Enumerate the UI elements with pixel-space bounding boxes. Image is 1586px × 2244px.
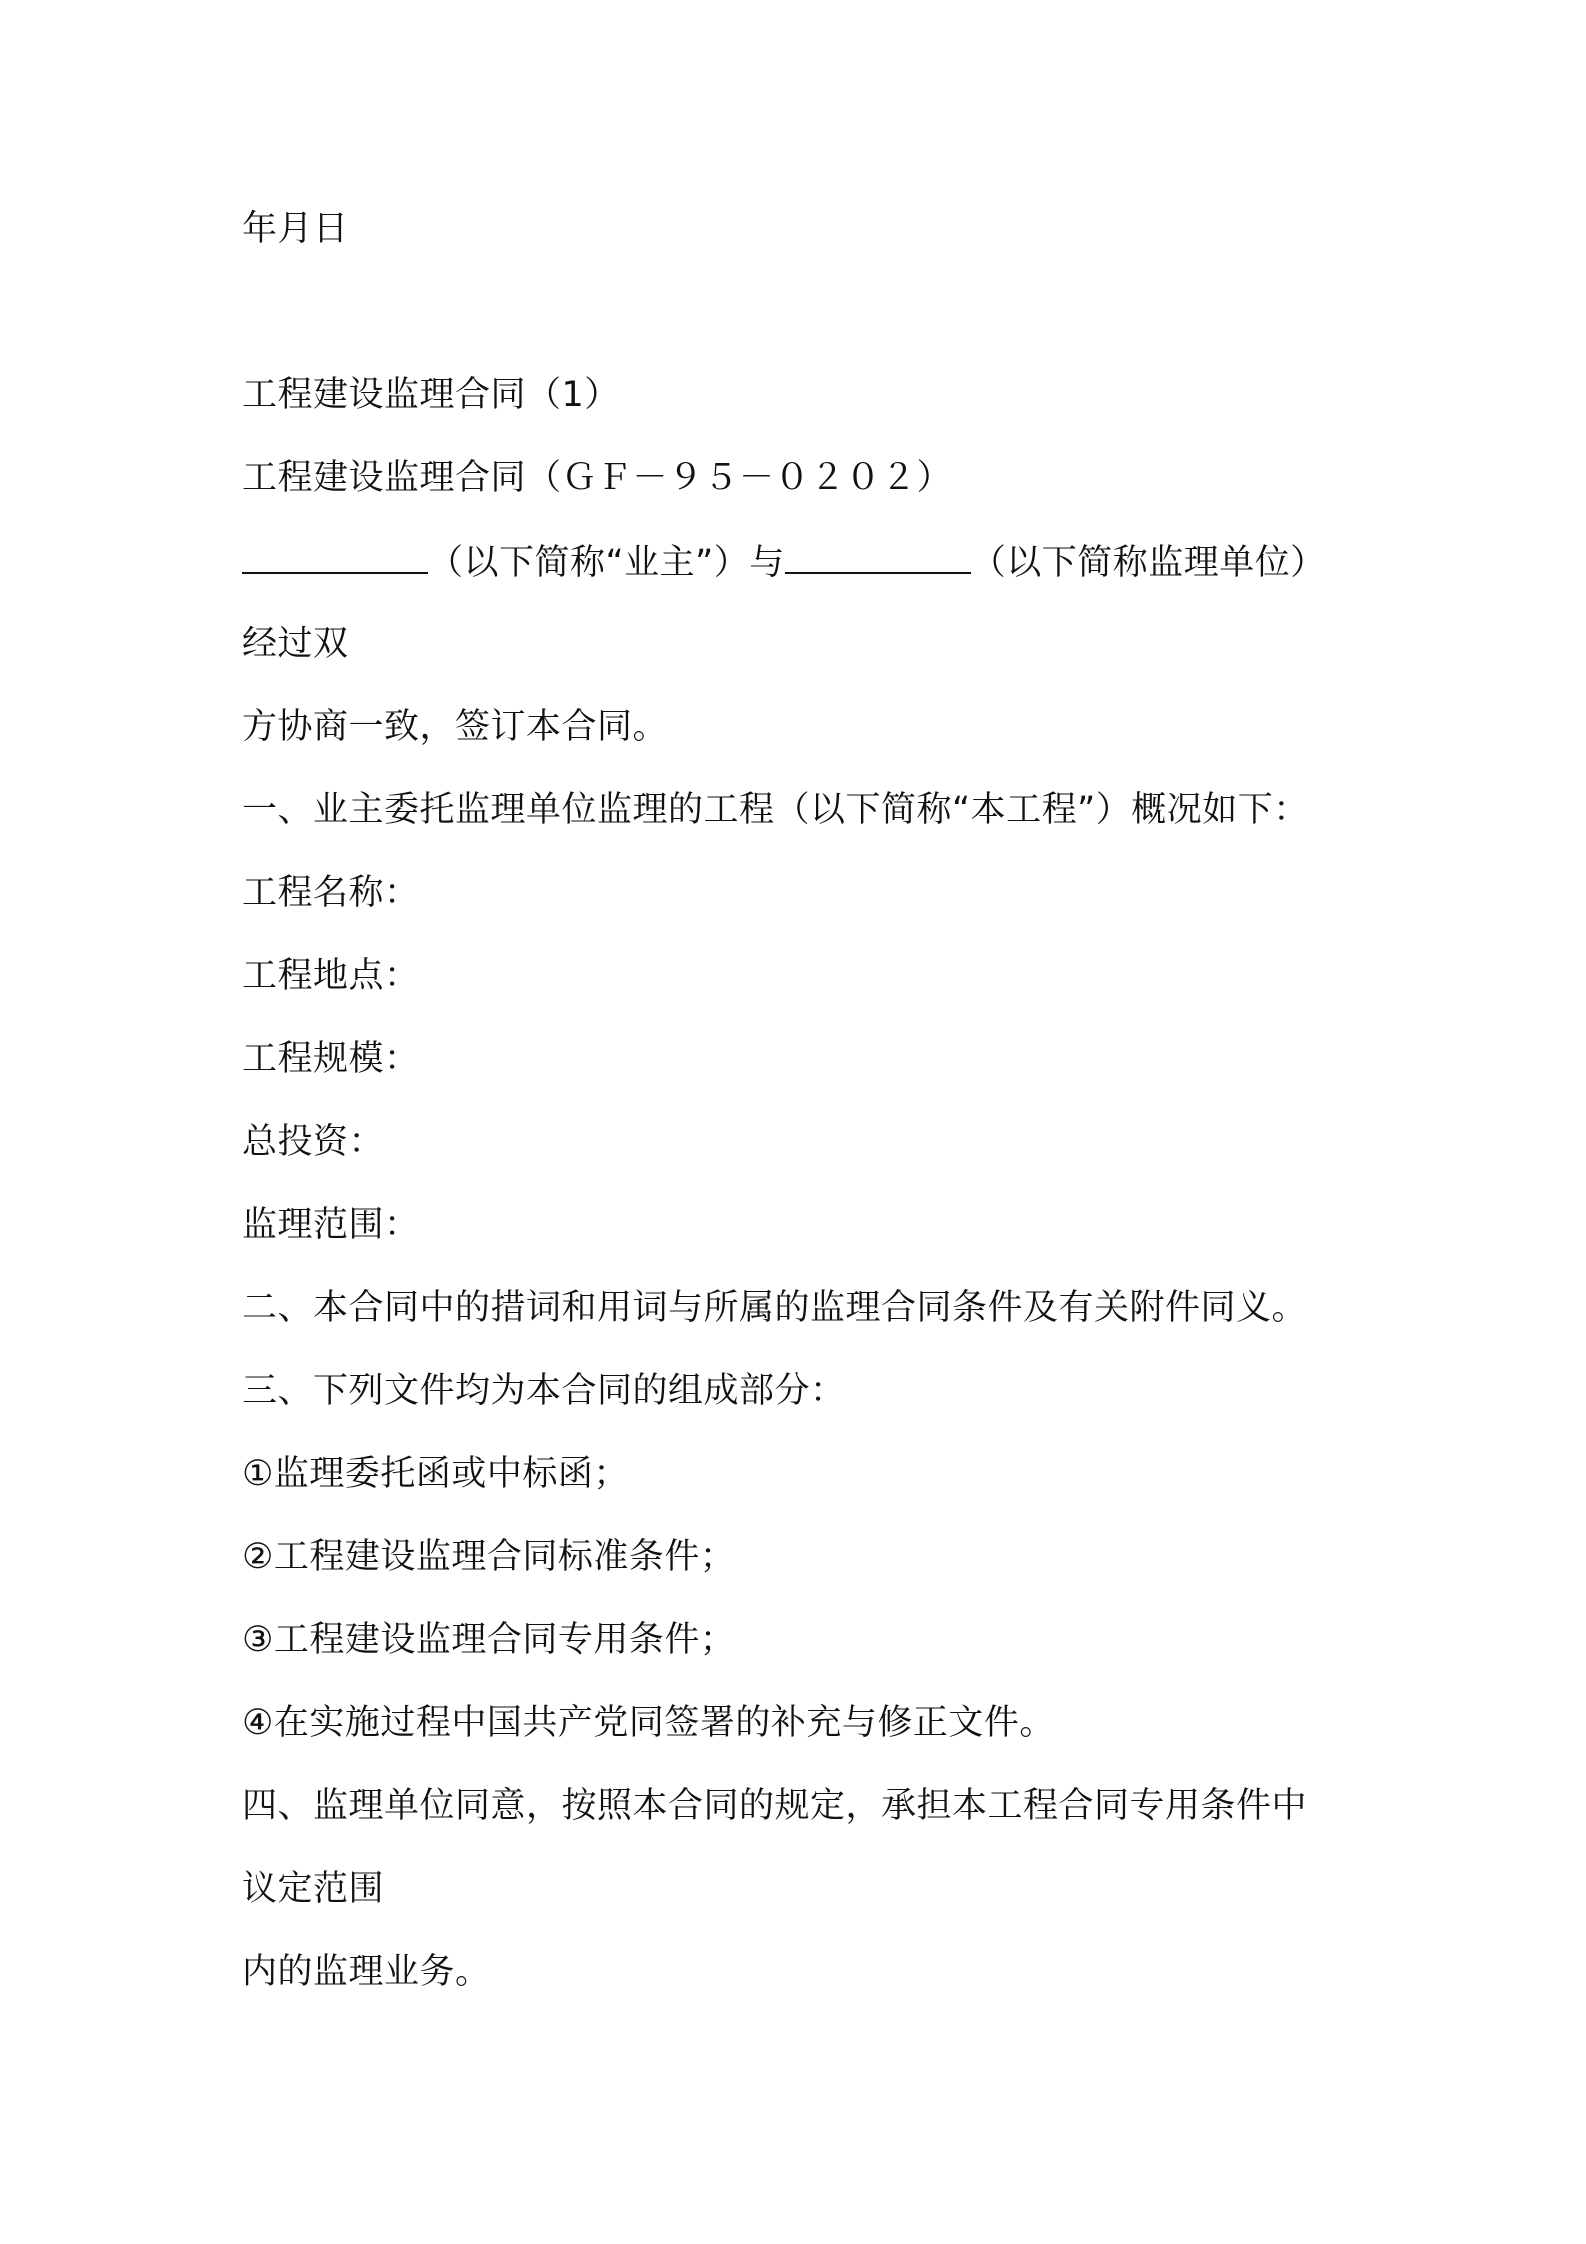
clause-3: 三、下列文件均为本合同的组成部分： <box>242 1371 846 1411</box>
project-location-label: 工程地点： <box>242 956 420 996</box>
clause-4-line-2: 议定范围 <box>242 1869 385 1909</box>
clause-2: 二、本合同中的措词和用词与所属的监理合同条件及有关附件同义。 <box>242 1288 1308 1328</box>
clause-1: 一、业主委托监理单位监理的工程（以下简称“本工程”）概况如下： <box>242 790 1309 830</box>
project-name-label: 工程名称： <box>242 873 420 913</box>
parties-line <box>242 538 1326 586</box>
clause-4-line-1: 四、监理单位同意，按照本合同的规定，承担本工程合同专用条件中 <box>242 1786 1308 1826</box>
list-item: ②工程建设监理合同标准条件； <box>242 1537 736 1577</box>
list-item: ①监理委托函或中标函； <box>242 1454 629 1494</box>
date-line: 年月日 <box>242 209 349 249</box>
clause-4-line-3: 内的监理业务。 <box>242 1952 491 1992</box>
owner-blank <box>242 538 428 574</box>
supervisor-blank <box>785 538 971 574</box>
parties-text-1: （以下简称“业主”）与 <box>428 543 785 583</box>
intro-line-1: 经过双 <box>242 624 349 664</box>
supervision-scope-label: 监理范围： <box>242 1205 420 1245</box>
intro-line-2: 方协商一致，签订本合同。 <box>242 707 669 747</box>
project-scale-label: 工程规模： <box>242 1039 420 1079</box>
contract-code-title: 工程建设监理合同（ＧＦ－９５－０２０２） <box>242 458 953 498</box>
contract-title: 工程建设监理合同（1） <box>242 375 620 415</box>
list-item: ④在实施过程中国共产党同签署的补充与修正文件。 <box>242 1703 1055 1743</box>
list-item: ③工程建设监理合同专用条件； <box>242 1620 736 1660</box>
parties-text-2: （以下简称监理单位） <box>970 543 1326 583</box>
total-investment-label: 总投资： <box>242 1122 385 1162</box>
